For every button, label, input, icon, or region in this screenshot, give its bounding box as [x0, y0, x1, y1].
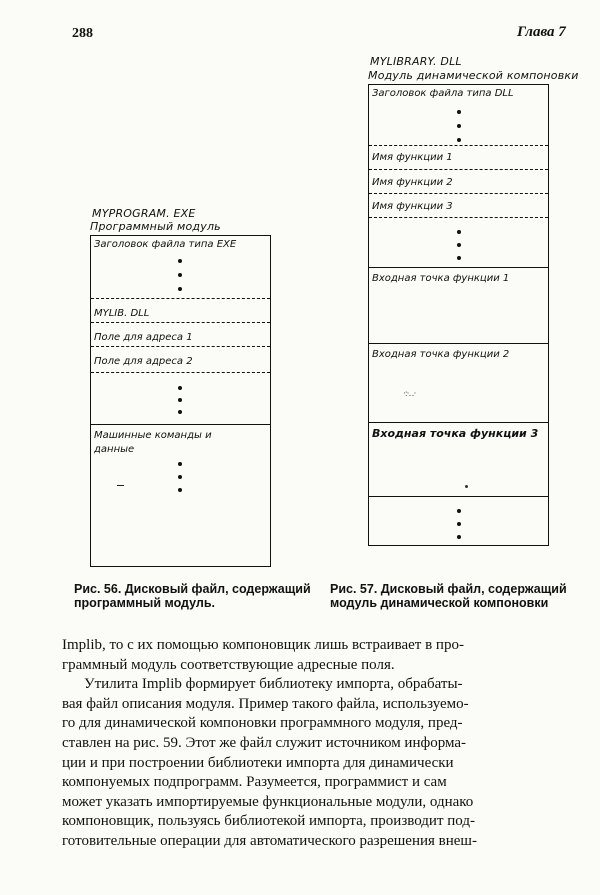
dashed-divider	[91, 322, 270, 323]
fig57-func3-row: Имя функции 3	[372, 201, 453, 212]
fig56-program-module-diagram	[90, 235, 271, 567]
paragraph-line: вая файл описания модуля. Пример такого файла, используемо-	[62, 695, 469, 712]
fig57-func2-row: Имя функции 2	[372, 177, 453, 188]
ellipsis-dot	[178, 287, 182, 291]
fig56-module-type: Программный модуль	[90, 220, 221, 233]
fig56-code-row-line1: Машинные команды и	[94, 430, 212, 441]
fig57-entry3-row: Входная точка функции 3	[372, 427, 539, 440]
fig56-field2-row: Поле для адреса 2	[94, 356, 193, 367]
paragraph-line: компоновщик, пользуясь библиотекой импорта, производит под-	[62, 813, 475, 830]
solid-divider	[369, 343, 548, 344]
paragraph-line: может указать импортируемые функциональные модули, однако	[62, 793, 474, 810]
dashed-divider	[369, 169, 548, 170]
ellipsis-dot	[178, 475, 182, 479]
ellipsis-dot	[178, 462, 182, 466]
ellipsis-dot	[178, 398, 182, 402]
paragraph-line: ставлен на рис. 59. Этот же файл служит источником информа-	[62, 734, 467, 751]
ellipsis-dot	[457, 243, 461, 247]
ellipsis-dot	[457, 110, 461, 114]
page-number: 288	[72, 26, 93, 41]
fig57-file-name: MYLIBRARY. DLL	[370, 55, 462, 68]
ellipsis-dot	[178, 386, 182, 390]
fig57-caption-line1: Рис. 57. Дисковый файл, содержащий	[330, 582, 567, 596]
fig56-caption-line1: Рис. 56. Дисковый файл, содержащий	[74, 582, 311, 596]
dashed-divider	[369, 217, 548, 218]
ellipsis-dot	[178, 488, 182, 492]
solid-divider	[369, 267, 548, 268]
ellipsis-dot	[457, 535, 461, 539]
fig56-dll-name-row: MYLIB. DLL	[94, 308, 150, 319]
chapter-title: Глава 7	[517, 24, 566, 40]
fig56-caption-line2: программный модуль.	[74, 596, 216, 610]
solid-divider	[91, 424, 270, 425]
paragraph-line: ции и при построении библиотеки импорта для динамически	[62, 754, 454, 771]
fig57-module-type: Модуль динамической компоновки	[368, 69, 579, 82]
fig56-file-name: MYPROGRAM. EXE	[92, 207, 196, 220]
fig57-caption-line2: модуль динамической компоновки	[330, 596, 549, 610]
paragraph-line: Утилита Implib формирует библиотеку импорта, обрабаты-	[84, 676, 463, 693]
solid-divider	[369, 496, 548, 497]
ellipsis-dot	[457, 256, 461, 260]
fig57-header-row: Заголовок файла типа DLL	[372, 88, 514, 99]
paragraph-line: компонуемых подпрограмм. Разумеется, программист и сам	[62, 774, 447, 791]
paragraph-line: готовительные операции для автоматического разрешения внеш-	[62, 832, 477, 849]
paragraph-line: го для динамической компоновки программного модуля, пред-	[62, 715, 463, 732]
stray-mark	[465, 485, 468, 488]
body-text	[62, 636, 568, 852]
fig56-code-row-line2: данные	[94, 444, 135, 455]
fig57-entry1-row: Входная точка функции 1	[372, 273, 510, 284]
fig57-entry2-row: Входная точка функции 2	[372, 349, 510, 360]
fig56-header-row: Заголовок файла типа EXE	[94, 239, 237, 250]
dashed-divider	[91, 298, 270, 299]
solid-divider	[369, 422, 548, 423]
dashed-divider	[369, 193, 548, 194]
ellipsis-dot	[178, 410, 182, 414]
ellipsis-dot	[178, 273, 182, 277]
fig57-func1-row: Имя функции 1	[372, 152, 453, 163]
fig56-field1-row: Поле для адреса 1	[94, 332, 193, 343]
ellipsis-dot	[178, 259, 182, 263]
ellipsis-dot	[457, 522, 461, 526]
dashed-divider	[91, 346, 270, 347]
dashed-divider	[91, 372, 270, 373]
stray-mark	[117, 485, 124, 486]
fig57-dll-module-diagram	[368, 84, 549, 546]
dashed-divider	[369, 145, 548, 146]
paragraph-line: Implib, то с их помощью компоновщик лишь встраивает в про-	[62, 637, 464, 653]
ellipsis-dot	[457, 230, 461, 234]
ellipsis-dot	[457, 124, 461, 128]
ellipsis-dot	[457, 138, 461, 142]
paragraph-line: граммный модуль соответствующие адресные поля.	[62, 656, 395, 673]
print-smudge: ·:·‥·	[403, 388, 416, 398]
ellipsis-dot	[457, 509, 461, 513]
